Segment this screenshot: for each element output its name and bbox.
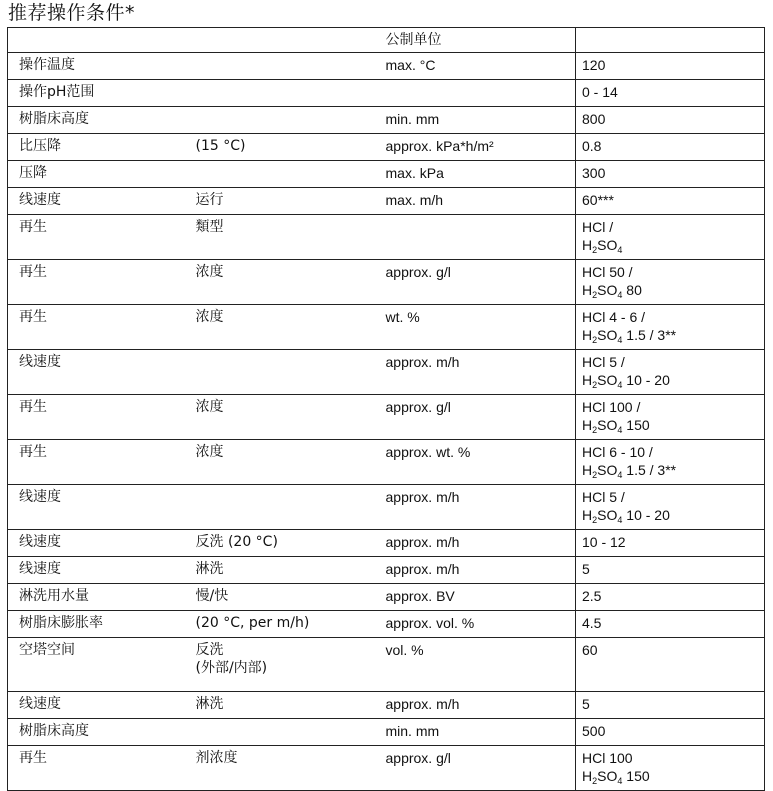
condition-cell: 慢/快 [196,584,382,611]
condition-cell [196,350,382,395]
parameter-cell: 线速度 [8,350,196,395]
unit-cell: min. mm [382,107,576,134]
unit-cell: approx. g/l [382,746,576,791]
value-line: 4.5 [582,615,602,631]
condition-cell: 浓度 [196,440,382,485]
value-line: 2.5 [582,588,602,604]
unit-cell: vol. % [382,638,576,692]
condition-cell [196,80,382,107]
unit-cell: approx. BV [382,584,576,611]
parameter-cell: 再生 [8,215,196,260]
parameter-cell: 再生 [8,260,196,305]
unit-cell: approx. m/h [382,485,576,530]
parameter-cell: 再生 [8,395,196,440]
table-row [8,80,765,107]
value-cell [576,746,765,791]
condition-cell: 淋洗 [196,692,382,719]
value-line: HCl 100 [582,750,633,766]
parameter-cell: 再生 [8,440,196,485]
unit-cell: approx. kPa*h/m² [382,134,576,161]
value-line: $H_2SO_4$ 1.5 / 3** [582,327,677,345]
parameter-cell: 线速度 [8,188,196,215]
value-line: 120 [582,57,606,73]
value-cell [576,611,765,638]
value-line: $H_2SO_4$ [582,237,623,255]
value-line: $H_2SO_4$ 150 [582,417,650,435]
table-row [8,395,765,440]
value-line: 10 - 12 [582,534,626,550]
page-title: 推荐操作条件* [8,2,136,24]
condition-cell: 反洗 (外部/内部) [196,638,382,692]
table-row [8,584,765,611]
value-line: 60*** [582,192,614,208]
parameter-cell: 压降 [8,161,196,188]
condition-cell: 浓度 [196,395,382,440]
value-line: 300 [582,165,606,181]
value-cell [576,161,765,188]
value-cell [576,305,765,350]
table-row [8,692,765,719]
value-cell [576,260,765,305]
table-row [8,53,765,80]
condition-cell: 浓度 [196,260,382,305]
unit-cell [382,80,576,107]
table-row [8,215,765,260]
unit-cell: approx. g/l [382,260,576,305]
condition-cell [196,161,382,188]
unit-cell: approx. wt. % [382,440,576,485]
parameter-cell: 树脂床高度 [8,719,196,746]
value-line: HCl 4 - 6 / [582,309,646,325]
value-line: $H_2SO_4$ 10 - 20 [582,507,670,525]
value-line: $H_2SO_4$ 10 - 20 [582,372,670,390]
table-row [8,305,765,350]
value-line: HCl / [582,219,614,235]
value-line: 5 [582,561,590,577]
value-line: $H_2SO_4$ 80 [582,282,642,300]
value-line: HCl 100 / [582,399,641,415]
table-row [8,557,765,584]
value-line: $H_2SO_4$ 150 [582,768,650,786]
value-cell [576,584,765,611]
parameter-cell: 操作pH范围 [8,80,196,107]
table-row [8,161,765,188]
parameter-cell: 线速度 [8,485,196,530]
unit-cell: min. mm [382,719,576,746]
unit-cell [382,215,576,260]
table-row [8,485,765,530]
unit-cell: approx. m/h [382,350,576,395]
table-row [8,638,765,692]
condition-cell: (20 °C, per m/h) [196,611,382,638]
table-row [8,134,765,161]
unit-cell: max. °C [382,53,576,80]
parameter-cell: 树脂床膨胀率 [8,611,196,638]
unit-cell: wt. % [382,305,576,350]
value-line: 60 [582,642,598,658]
unit-cell: max. kPa [382,161,576,188]
value-cell [576,350,765,395]
unit-cell: approx. m/h [382,692,576,719]
unit-cell: approx. vol. % [382,611,576,638]
unit-cell: max. m/h [382,188,576,215]
parameter-cell: 再生 [8,305,196,350]
parameter-cell: 淋洗用水量 [8,584,196,611]
condition-cell [196,485,382,530]
condition-cell: 淋洗 [196,557,382,584]
table-row [8,350,765,395]
table-row [8,260,765,305]
operating-conditions-table [7,27,765,791]
value-cell [576,80,765,107]
value-line: HCl 50 / [582,264,633,280]
condition-cell [196,719,382,746]
parameter-cell: 再生 [8,746,196,791]
parameter-cell: 空塔空间 [8,638,196,692]
table-row [8,188,765,215]
parameter-cell: 线速度 [8,557,196,584]
value-line: 0 - 14 [582,84,618,100]
value-line: HCl 5 / [582,489,625,505]
parameter-cell: 树脂床高度 [8,107,196,134]
value-cell [576,134,765,161]
table-row [8,107,765,134]
value-cell [576,53,765,80]
table-row [8,530,765,557]
value-cell [576,485,765,530]
table-row [8,719,765,746]
parameter-cell: 线速度 [8,530,196,557]
condition-cell: 反洗 (20 °C) [196,530,382,557]
value-line: 500 [582,723,606,739]
unit-column-header: 公制单位 [382,28,576,53]
value-cell [576,530,765,557]
value-line: $H_2SO_4$ 1.5 / 3** [582,462,677,480]
parameter-cell: 操作温度 [8,53,196,80]
value-cell [576,638,765,692]
value-line: 5 [582,696,590,712]
table-row [8,746,765,791]
value-cell [576,557,765,584]
value-line: 0.8 [582,138,602,154]
value-cell [576,440,765,485]
value-cell [576,107,765,134]
condition-cell [196,107,382,134]
table-header-row [8,28,765,53]
value-cell [576,395,765,440]
value-line: 800 [582,111,606,127]
condition-cell: 浓度 [196,305,382,350]
parameter-cell: 线速度 [8,692,196,719]
value-line: HCl 5 / [582,354,625,370]
unit-cell: approx. m/h [382,557,576,584]
value-cell [576,719,765,746]
value-cell [576,692,765,719]
condition-cell: (15 °C) [196,134,382,161]
table-row [8,440,765,485]
condition-cell [196,53,382,80]
condition-cell: 類型 [196,215,382,260]
unit-cell: approx. g/l [382,395,576,440]
table-row [8,611,765,638]
condition-cell: 剂浓度 [196,746,382,791]
unit-cell: approx. m/h [382,530,576,557]
parameter-cell: 比压降 [8,134,196,161]
condition-cell: 运行 [196,188,382,215]
value-line: HCl 6 - 10 / [582,444,653,460]
value-cell [576,188,765,215]
value-cell [576,215,765,260]
